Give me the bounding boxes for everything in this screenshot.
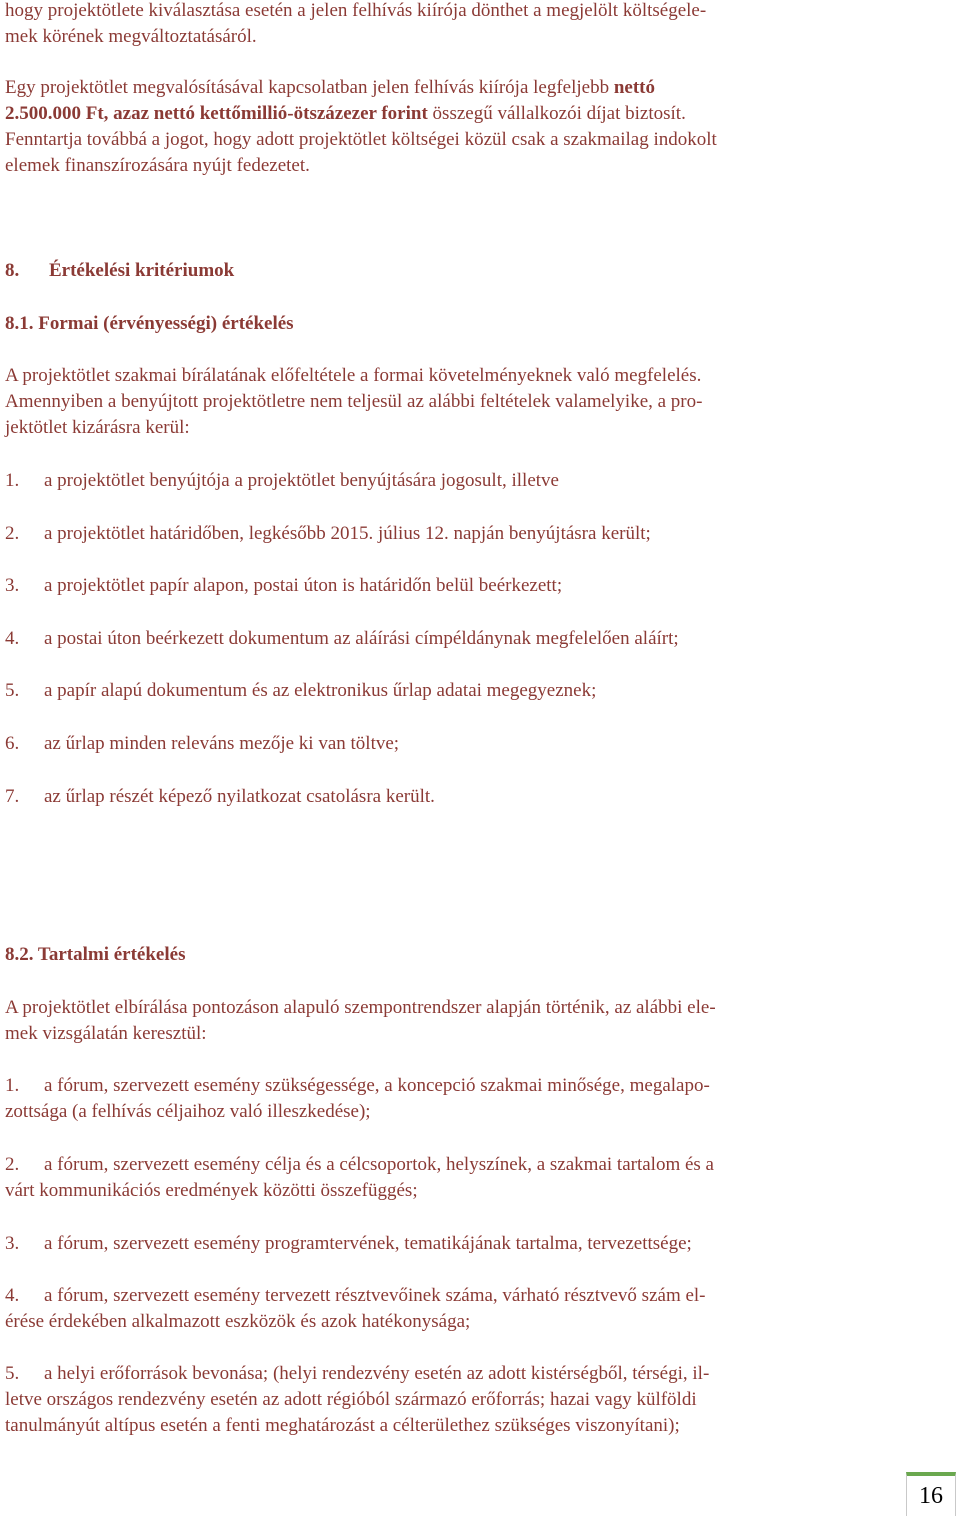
- text-run-bold: 2.500.000 Ft, azaz nettó kettőmillió-ötszázezer forint: [5, 103, 428, 124]
- text-line: [5, 1073, 855, 1099]
- text-line: letve országos rendezvény esetén az adott régióból származó erőforrás; hazai vagy külföldi: [5, 1389, 697, 1410]
- list-item: [5, 678, 855, 704]
- text-line: várt kommunikációs eredmények közötti összefüggés;: [5, 1180, 418, 1201]
- list-item-text: a projektötlet benyújtója a projektötlet benyújtására jogosult, illetve: [44, 470, 559, 491]
- text-line: [5, 1283, 855, 1309]
- text-line: hogy projektötlete kiválasztása esetén a jelen felhívás kiírója dönthet a megjelölt költségele-: [5, 0, 707, 21]
- text-line: A projektötlet szakmai bírálatának előfeltétele a formai követelményeknek való megfelelés.: [5, 365, 702, 386]
- text-line: jektötlet kizárásra kerül:: [5, 417, 190, 438]
- list-item-text: a fórum, szervezett esemény célja és a célcsoportok, helyszínek, a szakmai tartalom és a: [44, 1154, 714, 1175]
- paragraph-fee: [5, 75, 855, 179]
- text-line: elemek finanszírozására nyújt fedezetet.: [5, 155, 310, 176]
- list-item-number: 3.: [5, 575, 20, 596]
- paragraph-cost-change: [5, 0, 855, 50]
- list-item-number: 1.: [5, 1075, 20, 1096]
- list-item-number: 5.: [5, 1363, 20, 1384]
- list-item: [5, 1361, 855, 1439]
- text-line: [5, 101, 855, 127]
- list-item-text: a fórum, szervezett esemény programtervének, tematikájának tartalma, tervezettsége;: [44, 1233, 692, 1254]
- list-item-text: a postai úton beérkezett dokumentum az aláírási címpéldánynak megfelelően aláírt;: [44, 628, 679, 649]
- list-item-text: a helyi erőforrások bevonása; (helyi rendezvény esetén az adott kistérségből, térségi, il-: [44, 1363, 710, 1384]
- text-line: A projektötlet elbírálása pontozáson alapuló szempontrendszer alapján történik, az alábbi ele-: [5, 997, 716, 1018]
- text-line: [5, 75, 855, 101]
- list-item-number: 2.: [5, 523, 20, 544]
- list-item-number: 6.: [5, 733, 20, 754]
- text-line: Fenntartja továbbá a jogot, hogy adott projektötlet költségei közül csak a szakmailag indokolt: [5, 129, 717, 150]
- list-item: [5, 521, 855, 547]
- section-8-heading: [5, 258, 855, 284]
- list-item-text: a fórum, szervezett esemény szükségessége, a koncepció szakmai minősége, megalapo-: [44, 1075, 710, 1096]
- list-item-number: 1.: [5, 470, 20, 491]
- text-run: Egy projektötlet megvalósításával kapcsolatban jelen felhívás kiírója legfeljebb: [5, 77, 614, 98]
- section-8-1-intro: [5, 363, 855, 441]
- text-line: tanulmányút altípus esetén a fenti meghatározást a célterülethez szükséges viszonyítani);: [5, 1415, 680, 1436]
- list-item-number: 5.: [5, 680, 20, 701]
- text-line: Amennyiben a benyújtott projektötletre nem teljesül az alábbi feltételek valamelyike, a pro-: [5, 391, 703, 412]
- list-item-number: 2.: [5, 1154, 20, 1175]
- section-8-1-heading: 8.1. Formai (érvényességi) értékelés: [5, 313, 294, 334]
- text-line: zottsága (a felhívás céljaihoz való illeszkedése);: [5, 1101, 371, 1122]
- list-item-number: 3.: [5, 1233, 20, 1254]
- text-line: [5, 1152, 855, 1178]
- text-line: mek vizsgálatán keresztül:: [5, 1023, 207, 1044]
- list-item: [5, 1073, 855, 1125]
- list-item: [5, 1283, 855, 1335]
- section-number: 8.: [5, 260, 20, 281]
- list-item-number: 4.: [5, 628, 20, 649]
- text-line: [5, 1231, 855, 1257]
- list-item-text: az űrlap minden releváns mezője ki van töltve;: [44, 733, 400, 754]
- list-item: [5, 1231, 855, 1257]
- list-item-text: az űrlap részét képező nyilatkozat csatolásra került.: [44, 786, 435, 807]
- list-item: [5, 731, 855, 757]
- list-item: [5, 468, 855, 494]
- text-line: érése érdekében alkalmazott eszközök és azok hatékonysága;: [5, 1311, 471, 1332]
- text-run-bold: nettó: [613, 77, 656, 98]
- list-item-text: a projektötlet határidőben, legkésőbb 2015. július 12. napján benyújtásra került;: [44, 523, 651, 544]
- list-item: [5, 626, 855, 652]
- section-8-2-heading: 8.2. Tartalmi értékelés: [5, 944, 186, 965]
- list-item-number: 4.: [5, 1285, 20, 1306]
- list-item: [5, 784, 855, 810]
- list-item: [5, 1152, 855, 1204]
- text-line: mek körének megváltoztatásáról.: [5, 26, 257, 47]
- list-item: [5, 573, 855, 599]
- section-title: Értékelési kritériumok: [49, 260, 235, 281]
- list-item-number: 7.: [5, 786, 20, 807]
- section-8-2-intro: [5, 995, 855, 1047]
- list-item-text: a projektötlet papír alapon, postai úton is határidőn belül beérkezett;: [44, 575, 563, 596]
- text-line: [5, 1361, 855, 1387]
- list-item-text: a papír alapú dokumentum és az elektronikus űrlap adatai megegyeznek;: [44, 680, 597, 701]
- page-number: 16: [906, 1472, 956, 1516]
- list-item-text: a fórum, szervezett esemény tervezett résztvevőinek száma, várható résztvevő szám el-: [44, 1285, 706, 1306]
- text-run: összegű vállalkozói díjat biztosít.: [427, 103, 686, 124]
